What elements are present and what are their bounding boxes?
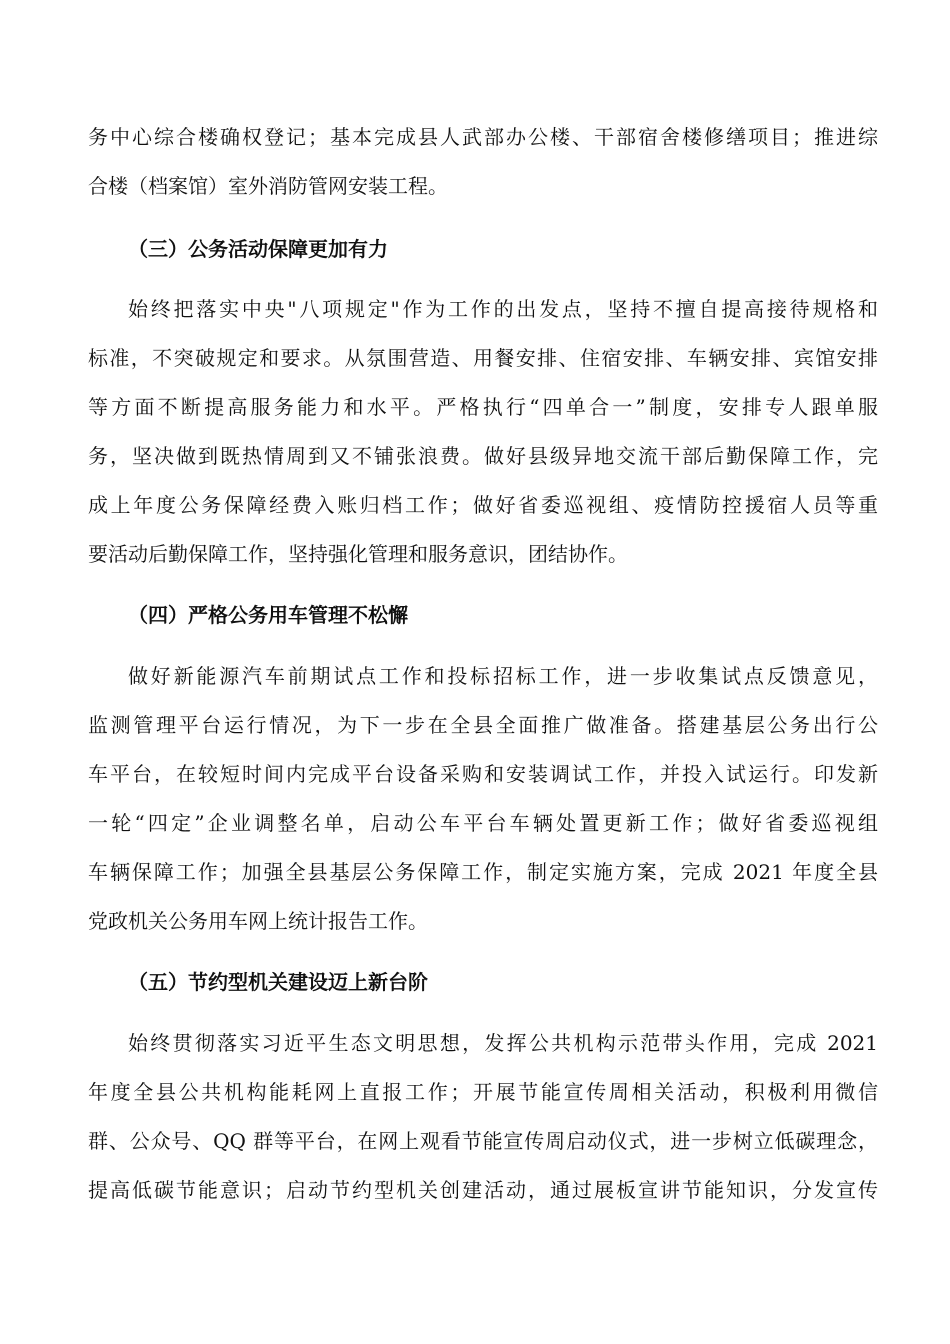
paragraph-line: 成上年度公务保障经费入账归档工作；做好省委巡视组、疫情防控援宿人员等重: [88, 493, 878, 517]
paragraph-line: 做好新能源汽车前期试点工作和投标招标工作，进一步收集试点反馈意见，: [128, 664, 878, 688]
paragraph-line: 党政机关公务用车网上统计报告工作。: [88, 909, 428, 933]
paragraph-line: 务，坚决做到既热情周到又不铺张浪费。做好县级异地交流干部后勤保障工作，完: [88, 444, 878, 468]
paragraph-line: 始终把落实中央"八项规定"作为工作的出发点，坚持不擅自提高接待规格和: [128, 297, 878, 321]
section-heading-5: （五）节约型机关建设迈上新台阶: [128, 970, 428, 994]
paragraph-line: 合楼（档案馆）室外消防管网安装工程。: [88, 174, 448, 198]
paragraph-line: 等方面不断提高服务能力和水平。严格执行“四单合一”制度，安排专人跟单服: [88, 395, 878, 419]
paragraph-line: 始终贯彻落实习近平生态文明思想，发挥公共机构示范带头作用，完成 2021: [128, 1031, 878, 1055]
paragraph-line: 车平台，在较短时间内完成平台设备采购和安装调试工作，并投入试运行。印发新: [88, 762, 878, 786]
paragraph-line: 群、公众号、QQ 群等平台，在网上观看节能宣传周启动仪式，进一步树立低碳理念，: [88, 1129, 878, 1153]
paragraph-line: 务中心综合楼确权登记；基本完成县人武部办公楼、干部宿舍楼修缮项目；推进综: [88, 125, 878, 149]
paragraph-line: 监测管理平台运行情况，为下一步在全县全面推广做准备。搭建基层公务出行公: [88, 713, 878, 737]
paragraph-line: 标准，不突破规定和要求。从氛围营造、用餐安排、住宿安排、车辆安排、宾馆安排: [88, 346, 878, 370]
paragraph-line: 提高低碳节能意识；启动节约型机关创建活动，通过展板宣讲节能知识，分发宣传: [88, 1178, 878, 1202]
paragraph-line: 年度全县公共机构能耗网上直报工作；开展节能宣传周相关活动，积极利用微信: [88, 1080, 878, 1104]
section-heading-4: （四）严格公务用车管理不松懈: [128, 603, 408, 627]
paragraph-line: 一轮“四定”企业调整名单，启动公车平台车辆处置更新工作；做好省委巡视组: [88, 811, 878, 835]
section-heading-3: （三）公务活动保障更加有力: [128, 237, 388, 261]
paragraph-line: 车辆保障工作；加强全县基层公务保障工作，制定实施方案，完成 2021 年度全县: [88, 860, 878, 884]
paragraph-line: 要活动后勤保障工作，坚持强化管理和服务意识，团结协作。: [88, 542, 628, 566]
